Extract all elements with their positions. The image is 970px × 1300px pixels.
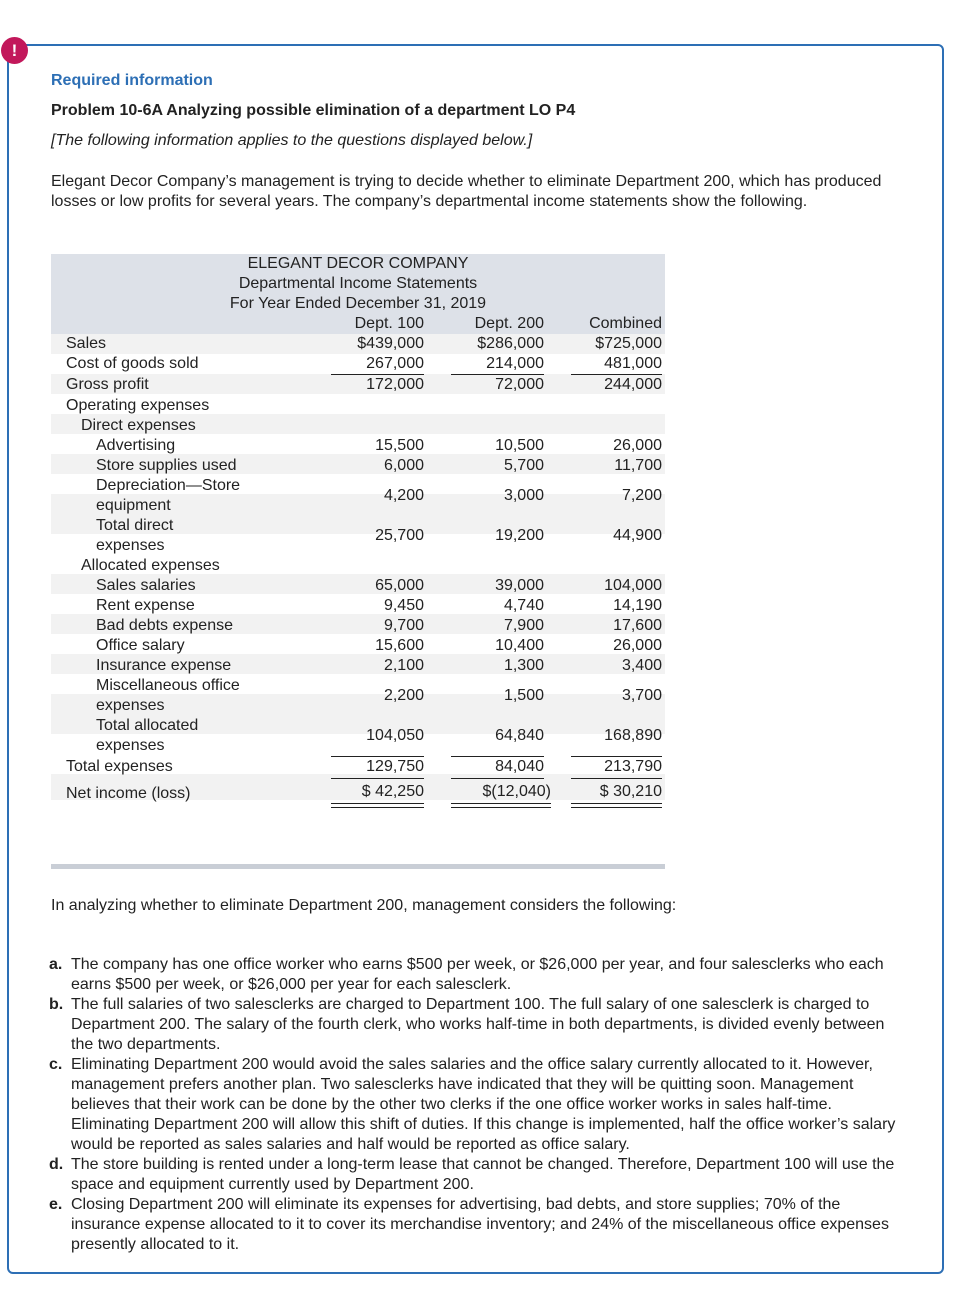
value-sales-combined: $725,000 [595, 335, 662, 352]
info-note: [The following information applies to the questions displayed below.] [51, 132, 533, 149]
value-misc-office-dept200: 1,500 [503, 687, 544, 704]
value-net-income-combined: $ 30,210 [599, 783, 662, 800]
row-label-sales-salaries: Sales salaries [96, 577, 196, 594]
row-label-total-allocated-cont: expenses [96, 737, 165, 754]
value-bad-debts-dept200: 7,900 [503, 617, 544, 634]
value-total-expenses-combined: 213,790 [604, 758, 662, 775]
row-label-allocated-expenses: Allocated expenses [81, 557, 220, 574]
value-depreciation-dept100: 4,200 [383, 487, 424, 504]
value-sales-salaries-combined: 104,000 [604, 577, 662, 594]
value-insurance-dept200: 1,300 [503, 657, 544, 674]
row-label-sales: Sales [66, 335, 107, 352]
required-heading: Required information [51, 72, 213, 89]
value-rent-dept100: 9,450 [383, 597, 424, 614]
value-sales-dept200: $286,000 [477, 335, 544, 352]
alert-icon: ! [1, 37, 28, 64]
problem-title: Problem 10-6A Analyzing possible elimination of a department LO P4 [51, 102, 576, 119]
value-advertising-dept100: 15,500 [375, 437, 424, 454]
row-label-bad-debts: Bad debts expense [96, 617, 233, 634]
value-insurance-combined: 3,400 [621, 657, 662, 674]
considerations-intro: In analyzing whether to eliminate Department 200, management considers the following: [51, 897, 677, 914]
col-header-dept100: Dept. 100 [354, 315, 424, 332]
value-advertising-combined: 26,000 [613, 437, 662, 454]
income-statement-table [51, 254, 665, 825]
value-cogs-dept100: 267,000 [366, 355, 424, 372]
row-label-office-salary: Office salary [96, 637, 185, 654]
row-label-store-supplies: Store supplies used [96, 457, 237, 474]
value-misc-office-combined: 3,700 [621, 687, 662, 704]
value-insurance-dept100: 2,100 [383, 657, 424, 674]
value-bad-debts-combined: 17,600 [613, 617, 662, 634]
item-letter: b. [49, 996, 64, 1013]
row-label-rent: Rent expense [96, 597, 195, 614]
row-label-depreciation-cont: equipment [96, 497, 171, 514]
row-label-total-direct: Total direct [96, 517, 174, 534]
row-label-total-expenses: Total expenses [66, 758, 173, 775]
value-total-direct-combined: 44,900 [613, 527, 662, 544]
list-item [49, 1155, 909, 1195]
list-item [49, 1195, 909, 1255]
item-letter: a. [49, 956, 63, 973]
row-label-misc-office-cont: expenses [96, 697, 165, 714]
value-advertising-dept200: 10,500 [495, 437, 544, 454]
value-gross-profit-combined: 244,000 [604, 376, 662, 393]
value-store-supplies-dept100: 6,000 [383, 457, 424, 474]
table-footer-bar [51, 864, 665, 869]
col-header-combined: Combined [589, 315, 662, 332]
row-label-insurance: Insurance expense [96, 657, 232, 674]
value-bad-debts-dept100: 9,700 [383, 617, 424, 634]
item-letter: c. [49, 1056, 63, 1073]
statement-period: For Year Ended December 31, 2019 [229, 295, 487, 312]
row-label-total-allocated: Total allocated [96, 717, 199, 734]
value-depreciation-dept200: 3,000 [503, 487, 544, 504]
item-text: Closing Department 200 will eliminate its expenses for advertising, bad debts, and store supplies; 70% of the insurance expense allocated to it to cover its merchandise inventory; and 24% of the miscellaneous office expenses presently allocated to it. [71, 1196, 889, 1253]
row-label-cogs: Cost of goods sold [66, 355, 199, 372]
value-cogs-combined: 481,000 [604, 355, 662, 372]
value-office-salary-dept200: 10,400 [495, 637, 544, 654]
required-info-card [7, 44, 944, 1274]
row-label-operating-expenses: Operating expenses [66, 397, 210, 414]
value-total-direct-dept100: 25,700 [375, 527, 424, 544]
row-label-net-income: Net income (loss) [66, 785, 191, 802]
value-office-salary-combined: 26,000 [613, 637, 662, 654]
value-sales-salaries-dept100: 65,000 [375, 577, 424, 594]
row-label-depreciation: Depreciation—Store [96, 477, 241, 494]
value-net-income-dept100: $ 42,250 [361, 783, 424, 800]
list-item [49, 995, 909, 1055]
value-store-supplies-combined: 11,700 [614, 457, 662, 474]
row-label-misc-office: Miscellaneous office [96, 677, 240, 694]
value-total-expenses-dept100: 129,750 [366, 758, 424, 775]
value-total-direct-dept200: 19,200 [495, 527, 544, 544]
value-misc-office-dept100: 2,200 [383, 687, 424, 704]
value-total-expenses-dept200: 84,040 [495, 758, 544, 775]
item-text: The company has one office worker who earns $500 per week, or $26,000 per year, and four salesclerks who each earns $500 per week, or $26,000 per year for each salesclerk. [71, 956, 884, 993]
value-cogs-dept200: 214,000 [486, 355, 544, 372]
value-rent-combined: 14,190 [613, 597, 662, 614]
row-label-direct-expenses: Direct expenses [81, 417, 196, 434]
value-net-income-dept200: $(12,040) [482, 783, 551, 800]
list-item [49, 1055, 909, 1155]
row-label-gross-profit: Gross profit [66, 376, 149, 393]
row-label-advertising: Advertising [96, 437, 176, 454]
considerations-list [49, 955, 909, 1255]
list-item [49, 955, 909, 995]
row-label-total-direct-cont: expenses [96, 537, 165, 554]
value-store-supplies-dept200: 5,700 [503, 457, 544, 474]
value-depreciation-combined: 7,200 [621, 487, 662, 504]
company-name: ELEGANT DECOR COMPANY [247, 255, 469, 272]
value-sales-salaries-dept200: 39,000 [495, 577, 544, 594]
item-text: The full salaries of two salesclerks are charged to Department 100. The full salary of one salesclerk is charged to Department 200. The salary of the fourth clerk, who works half-time in both departments, is divided evenly between the two departments. [71, 996, 885, 1053]
value-gross-profit-dept100: 172,000 [366, 376, 424, 393]
col-header-dept200: Dept. 200 [474, 315, 544, 332]
statement-title: Departmental Income Statements [238, 275, 478, 292]
value-sales-dept100: $439,000 [357, 335, 424, 352]
intro-paragraph: Elegant Decor Company’s management is trying to decide whether to eliminate Department 200, which has produced losses or low profits for several years. The company’s departmental income statements show the following. [51, 173, 882, 210]
value-total-allocated-combined: 168,890 [604, 727, 662, 744]
value-total-allocated-dept100: 104,050 [366, 727, 424, 744]
item-letter: d. [49, 1156, 64, 1173]
value-rent-dept200: 4,740 [503, 597, 544, 614]
value-gross-profit-dept200: 72,000 [495, 376, 544, 393]
value-office-salary-dept100: 15,600 [375, 637, 424, 654]
item-letter: e. [49, 1196, 63, 1213]
item-text: Eliminating Department 200 would avoid the sales salaries and the office salary currently allocated to it. However, management prefers another plan. Two salesclerks have indicated that they will be quitting soon. Management believes that their work can be done by the other two clerks if the one office worker works in sales half-time. Eliminating Department 200 will allow this shift of duties. If this change is implemented, half the office worker’s salary would be reported as sales salaries and half would be reported as office salary. [71, 1056, 896, 1153]
value-total-allocated-dept200: 64,840 [495, 727, 544, 744]
item-text: The store building is rented under a long-term lease that cannot be changed. Therefore, Department 100 will use the space and equipment currently used by Department 200. [71, 1156, 895, 1193]
